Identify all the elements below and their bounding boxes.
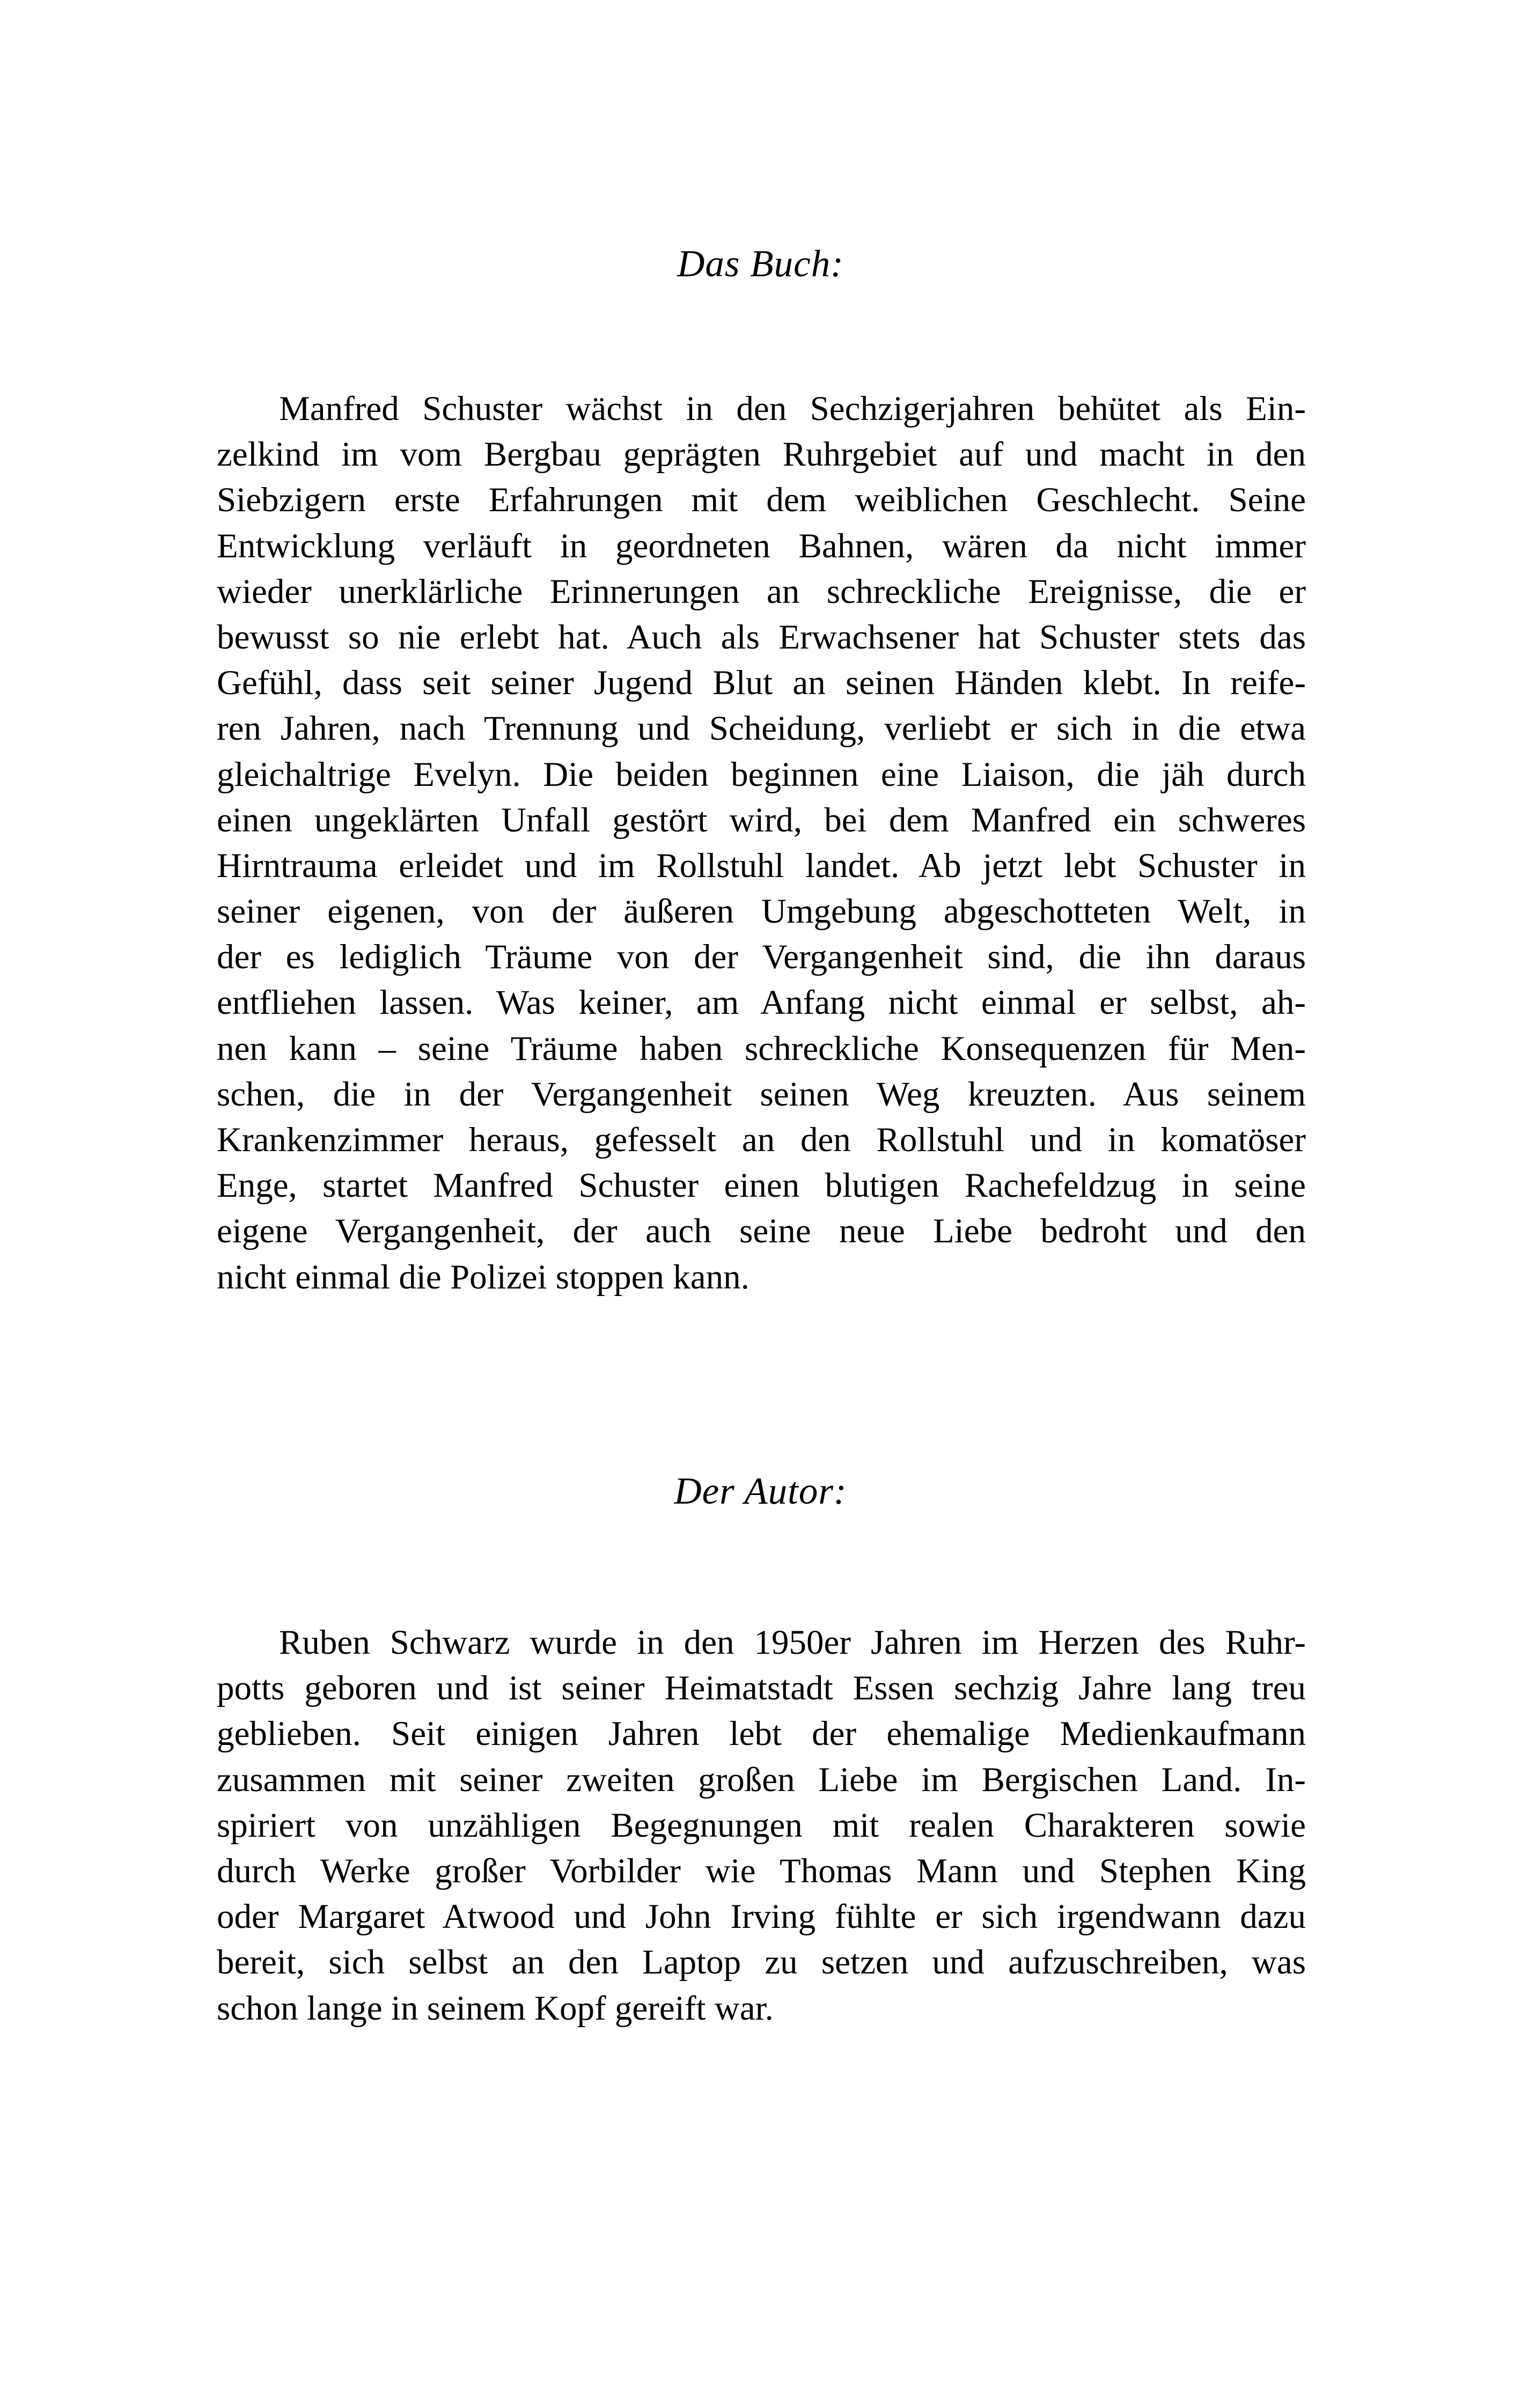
text-line: schon lange in seinem Kopf gereift war.	[217, 1989, 774, 2028]
text-line: Siebzigern erste Erfahrungen mit dem weiblichen Geschlecht. Seine	[217, 481, 1306, 520]
author-section-heading: Der Autor:	[674, 1470, 847, 1512]
text-line: Gefühl, dass seit seiner Jugend Blut an seinen Händen klebt. In reife-	[217, 664, 1306, 703]
text-line: gleichaltrige Evelyn. Die beiden beginnen eine Liaison, die jäh durch	[217, 755, 1306, 794]
text-line: potts geboren und ist seiner Heimatstadt Essen sechzig Jahre lang treu	[217, 1669, 1306, 1708]
text-line: Entwicklung verläuft in geordneten Bahnen, wären da nicht immer	[217, 526, 1306, 565]
text-line: bewusst so nie erlebt hat. Auch als Erwachsener hat Schuster stets das	[217, 617, 1306, 657]
text-line: wieder unerklärliche Erinnerungen an schreckliche Ereignisse, die er	[217, 572, 1306, 611]
text-line: Enge, startet Manfred Schuster einen blutigen Rachefeldzug in seine	[217, 1166, 1306, 1205]
book-section-heading: Das Buch:	[677, 243, 844, 285]
text-line: oder Margaret Atwood und John Irving fühlte er sich irgendwann dazu	[217, 1897, 1306, 1936]
text-line: Manfred Schuster wächst in den Sechzigerjahren behütet als Ein-	[279, 389, 1306, 428]
text-line: schen, die in der Vergangenheit seinen Weg kreuzten. Aus seinem	[217, 1074, 1306, 1114]
text-line: nen kann – seine Träume haben schreckliche Konsequenzen für Men-	[217, 1029, 1306, 1068]
text-line: durch Werke großer Vorbilder wie Thomas Mann und Stephen King	[217, 1851, 1306, 1890]
text-line: zelkind im vom Bergbau geprägten Ruhrgebiet auf und macht in den	[217, 435, 1306, 474]
text-line: ren Jahren, nach Trennung und Scheidung, verliebt er sich in die etwa	[217, 709, 1306, 748]
text-line: der es lediglich Träume von der Vergangenheit sind, die ihn daraus	[217, 938, 1306, 977]
text-line: Ruben Schwarz wurde in den 1950er Jahren im Herzen des Ruhr-	[279, 1623, 1306, 1662]
text-line: Krankenzimmer heraus, gefesselt an den Rollstuhl und in komatöser	[217, 1121, 1306, 1159]
text-line: spiriert von unzähligen Begegnungen mit realen Charakteren sowie	[217, 1806, 1306, 1845]
text-line: nicht einmal die Polizei stoppen kann.	[217, 1257, 750, 1297]
text-line: einen ungeklärten Unfall gestört wird, bei dem Manfred ein schweres	[217, 800, 1306, 840]
text-line: seiner eigenen, von der äußeren Umgebung abgeschotteten Welt, in	[217, 892, 1306, 931]
text-line: eigene Vergangenheit, der auch seine neue Liebe bedroht und den	[217, 1212, 1306, 1251]
text-line: bereit, sich selbst an den Laptop zu setzen und aufzuschreiben, was	[217, 1943, 1306, 1982]
text-line: zusammen mit seiner zweiten großen Liebe im Bergischen Land. In-	[217, 1760, 1306, 1799]
text-line: Hirntrauma erleidet und im Rollstuhl landet. Ab jetzt lebt Schuster in	[217, 846, 1306, 885]
book-description-paragraph	[217, 386, 1306, 1300]
text-line: entfliehen lassen. Was keiner, am Anfang nicht einmal er selbst, ah-	[217, 983, 1306, 1022]
text-line: geblieben. Seit einigen Jahren lebt der ehemalige Medienkaufmann	[217, 1714, 1306, 1754]
author-bio-paragraph	[217, 1620, 1306, 2031]
